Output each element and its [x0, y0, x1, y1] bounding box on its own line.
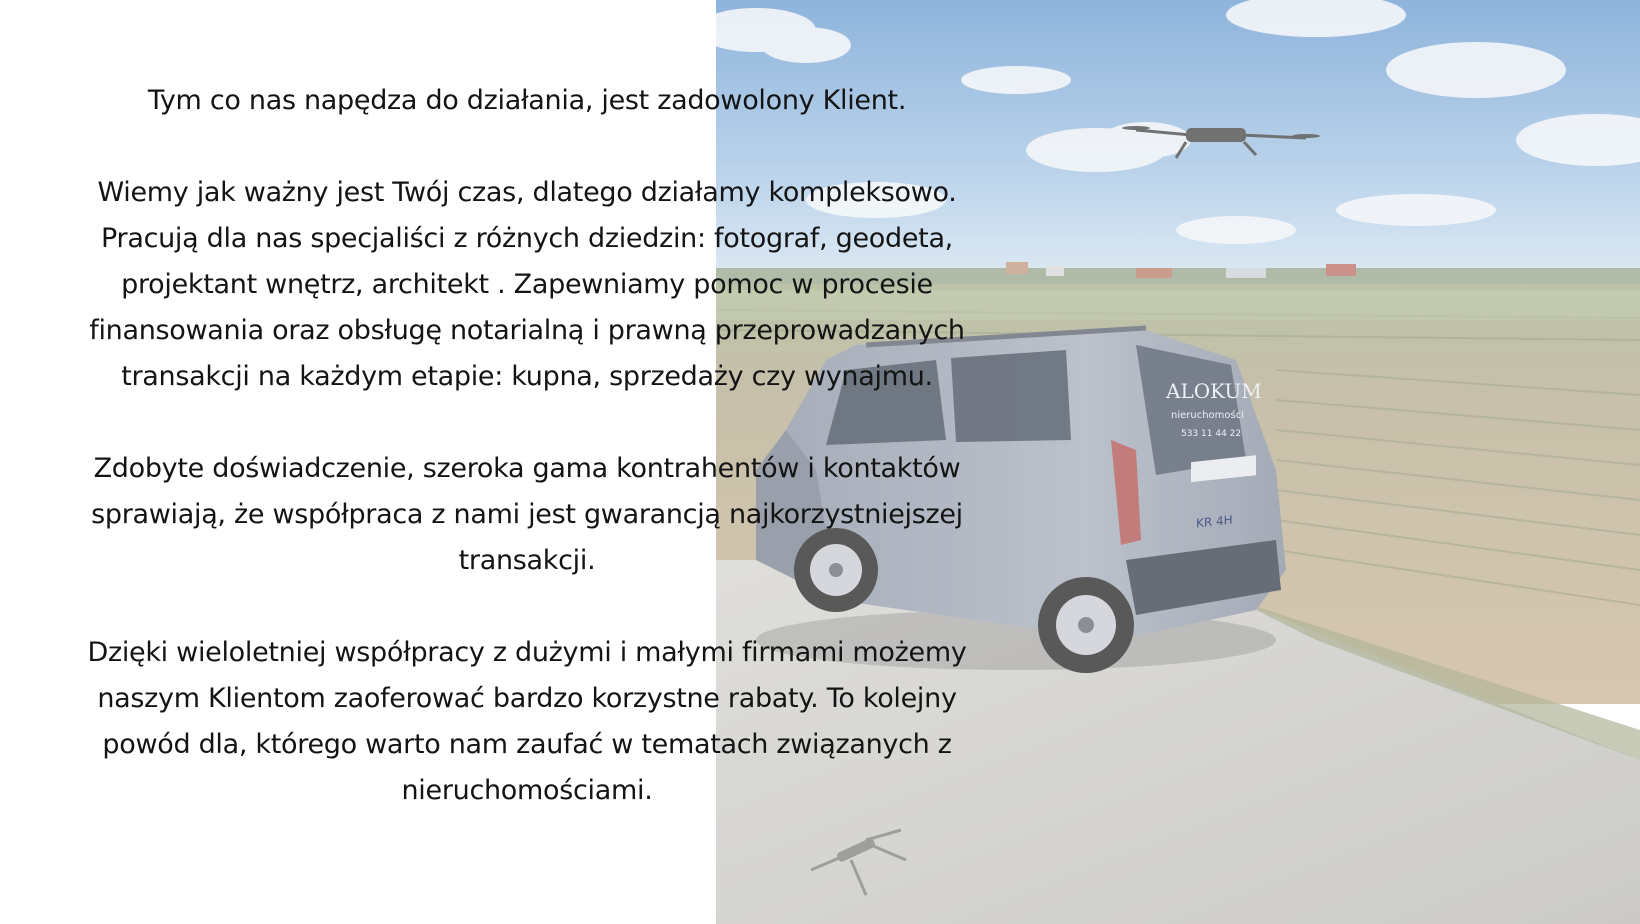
text-line: finansowania oraz obsługę notarialną i prawną przeprowadzanych	[89, 315, 965, 346]
paragraph-experience	[22, 446, 1032, 584]
text-line: Pracują dla nas specjaliści z różnych dziedzin: fotograf, geodeta,	[101, 223, 953, 254]
text-line: transakcji.	[458, 545, 596, 576]
paragraph-discounts	[22, 630, 1032, 814]
text-line: Tym co nas napędza do działania, jest zadowolony Klient.	[147, 85, 907, 116]
text-line: Dzięki wieloletniej współpracy z dużymi i małymi firmami możemy	[87, 637, 967, 668]
van-logo-subtext: nieruchomości	[1171, 410, 1245, 421]
text-line: naszym Klientom zaoferować bardzo korzystne rabaty. To kolejny	[97, 683, 957, 714]
text-line: Wiemy jak ważny jest Twój czas, dlatego działamy kompleksowo.	[97, 177, 957, 208]
text-line: powód dla, którego warto nam zaufać w tematach związanych z	[102, 729, 952, 760]
van-plate-text: KR 4H	[1196, 512, 1233, 531]
text-line: Zdobyte doświadczenie, szeroka gama kontrahentów i kontaktów	[93, 453, 961, 484]
text-line: projektant wnętrz, architekt . Zapewniamy pomoc w procesie	[121, 269, 933, 300]
body-text	[22, 78, 1032, 860]
text-line: sprawiają, że współpraca z nami jest gwarancją najkorzystniejszej	[91, 499, 963, 530]
van-phone-text: 533 11 44 22	[1181, 429, 1242, 439]
paragraph-intro	[22, 78, 1032, 124]
paragraph-services	[22, 170, 1032, 400]
text-line: nieruchomościami.	[401, 775, 653, 806]
text-line: transakcji na każdym etapie: kupna, sprzedaży czy wynajmu.	[121, 361, 933, 392]
van-logo-text: ALOKUM	[1166, 379, 1262, 403]
